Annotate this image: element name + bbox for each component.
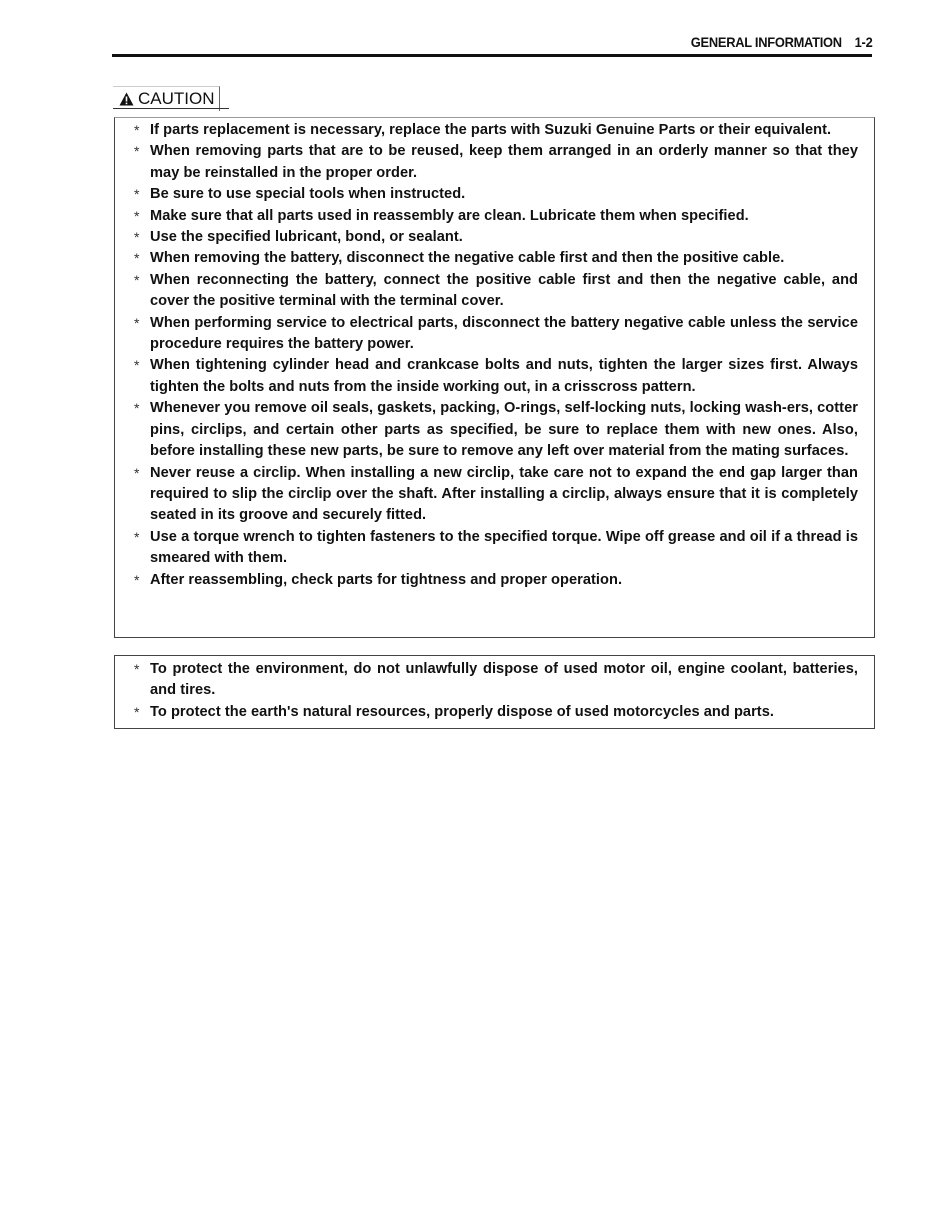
caution-item-text: Never reuse a circlip. When installing a new circlip, take care not to expand the end gap larger than required to slip the circlip over the shaft. After installing a circlip, always ensure that it is completely seated in its groove and securely fitted. [150,464,858,524]
asterisk-bullet-icon: * [134,357,140,374]
caution-item [115,120,874,141]
asterisk-bullet-icon: * [134,271,140,288]
caution-item-text: When removing the battery, disconnect the negative cable first and then the positive cable. [150,250,785,267]
caution-item-text: Whenever you remove oil seals, gaskets, packing, O-rings, self-locking nuts, locking wash-ers, cotter pins, circlips, and certain other parts as specified, be sure to replace them with new ones. Also, before installing these new parts, be sure to remove any left over material from the mating surfaces. [150,400,858,460]
caution-item-text: Be sure to use special tools when instructed. [150,186,466,203]
caution-item-text: When removing parts that are to be reused, keep them arranged in an orderly manner so that they may be reinstalled in the proper order. [150,143,858,181]
asterisk-bullet-icon: * [134,143,140,160]
caution-item [115,270,874,313]
asterisk-bullet-icon: * [134,464,140,481]
caution-item [115,313,874,356]
asterisk-bullet-icon: * [134,186,140,203]
asterisk-bullet-icon: * [134,122,140,138]
environment-item-text: To protect the earth's natural resources, properly dispose of used motorcycles and parts. [150,703,774,720]
caution-underline [113,108,229,109]
asterisk-bullet-icon: * [134,703,140,720]
caution-item [115,227,874,248]
caution-item-text: When tightening cylinder head and crankcase bolts and nuts, tighten the larger sizes first. Always tighten the bolts and nuts from the inside working out, in a crisscross pattern. [150,357,858,395]
caution-item [115,527,874,570]
caution-item-text: Use the specified lubricant, bond, or sealant. [150,229,463,246]
caution-item-text: Make sure that all parts used in reassembly are clean. Lubricate them when specified. [150,207,749,224]
warning-triangle-icon [119,92,134,106]
section-title: GENERAL INFORMATION [690,34,842,50]
asterisk-bullet-icon: * [134,229,140,246]
environment-item [115,702,874,723]
environment-item [115,659,874,702]
caution-item-text: After reassembling, check parts for tightness and proper operation. [150,571,623,588]
caution-item [115,398,874,462]
asterisk-bullet-icon: * [134,314,140,331]
header-text [690,34,872,50]
caution-label: CAUTION [138,89,215,108]
caution-item [115,141,874,184]
asterisk-bullet-icon: * [134,571,140,588]
caution-item [115,248,874,269]
caution-item [115,206,874,227]
environment-item-text: To protect the environment, do not unlawfully dispose of used motor oil, engine coolant, batteries, and tires. [150,661,858,699]
environment-list [115,656,874,723]
caution-item-text: When reconnecting the battery, connect the positive cable first and then the negative cable, and cover the positive terminal with the terminal cover. [150,271,858,310]
caution-item-text: When performing service to electrical parts, disconnect the battery negative cable unless the service procedure requires the battery power. [150,314,858,353]
asterisk-bullet-icon: * [134,528,140,545]
caution-item [115,184,874,205]
caution-item [115,355,874,398]
asterisk-bullet-icon: * [134,207,140,224]
asterisk-bullet-icon: * [134,400,140,417]
asterisk-bullet-icon: * [134,661,140,677]
caution-item [115,570,874,591]
caution-list [115,118,874,591]
caution-item-text: Use a torque wrench to tighten fasteners to the specified torque. Wipe off grease and oil if a thread is smeared with them. [150,528,858,567]
page-header [112,30,872,57]
caution-box [114,117,875,638]
caution-item-text: If parts replacement is necessary, replace the parts with Suzuki Genuine Parts or their equivalent. [150,122,832,138]
environment-box [114,655,875,729]
asterisk-bullet-icon: * [134,250,140,267]
page-number: 1-2 [854,34,872,50]
caution-item [115,463,874,527]
